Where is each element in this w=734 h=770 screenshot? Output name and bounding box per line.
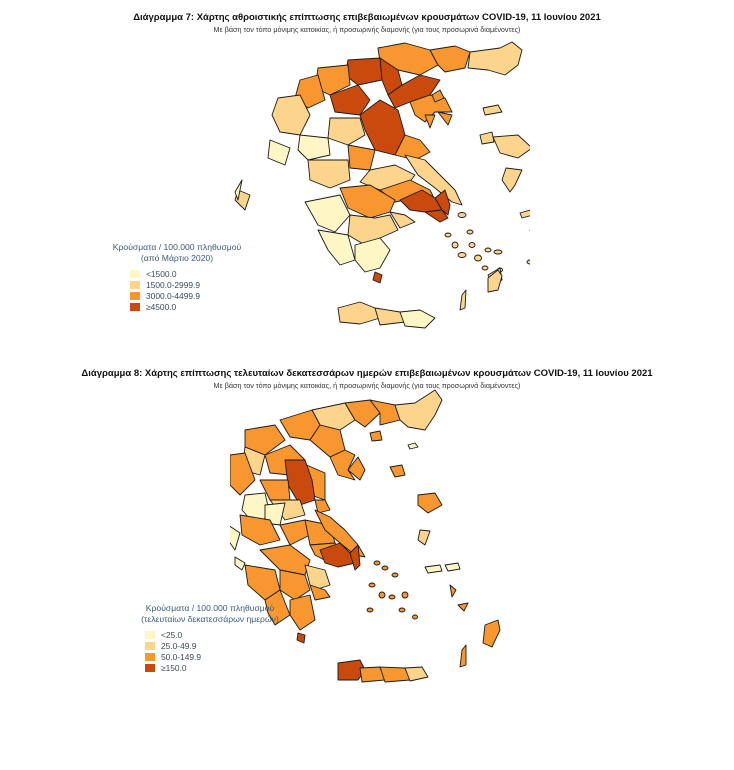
figure-7-title: Διάγραμμα 7: Χάρτης αθροιστικής επίπτωσης επιβεβαιωμένων κρουσμάτων COVID-19, 11 Ιουνίου 2021 bbox=[133, 12, 601, 23]
legend-item bbox=[130, 301, 272, 312]
legend-label: 1500.0-2999.9 bbox=[146, 279, 201, 290]
legend-item bbox=[145, 662, 320, 673]
figure-8-subtitle: Με βάση τον τόπο μόνιμης κατοικίας, ή προσωρινής διαμονής (για τους προσωρινά διαμένοντες) bbox=[213, 381, 521, 390]
legend-label: <25.0 bbox=[161, 629, 183, 640]
legend-subtitle: (από Μάρτιο 2020) bbox=[140, 253, 214, 263]
figure-8-title: Διάγραμμα 8: Χάρτης επίπτωσης τελευταίων δεκατεσσάρων ημερών επιβεβαιωμένων κρουσμάτων COVID-19, 11 Ιουνίου 2021 bbox=[81, 368, 653, 379]
legend-item bbox=[130, 279, 272, 290]
legend-swatch bbox=[130, 270, 140, 278]
legend-swatch bbox=[145, 642, 155, 650]
legend-swatch bbox=[145, 664, 155, 672]
legend-label: ≥4500.0 bbox=[146, 301, 177, 312]
cumulative-incidence-map bbox=[230, 40, 530, 330]
legend-label: 50.0-149.9 bbox=[161, 651, 202, 662]
legend-label: <1500.0 bbox=[146, 268, 177, 279]
legend-title: Κρούσματα / 100.000 πληθυσμού bbox=[112, 242, 242, 252]
legend-item bbox=[130, 268, 272, 279]
legend-title: Κρούσματα / 100.000 πληθυσμού bbox=[145, 603, 275, 613]
figure-7 bbox=[0, 0, 734, 350]
legend-swatch bbox=[130, 292, 140, 300]
legend-subtitle: (τελευταίων δεκατεσσάρων ημερών) bbox=[141, 614, 279, 624]
figure-8 bbox=[0, 360, 734, 720]
legend-item bbox=[130, 290, 272, 301]
legend-swatch bbox=[145, 631, 155, 639]
legend-swatch bbox=[145, 653, 155, 661]
legend-label: 25.0-49.9 bbox=[161, 640, 197, 651]
figure-7-subtitle: Με βάση τον τόπο μόνιμης κατοικίας, ή προσωρινής διαμονής (για τους προσωρινά διαμένοντες) bbox=[213, 25, 521, 34]
legend-item bbox=[145, 651, 320, 662]
legend-swatch bbox=[130, 303, 140, 311]
legend-swatch bbox=[130, 281, 140, 289]
legend-label: ≥150.0 bbox=[161, 662, 187, 673]
figure-7-legend bbox=[82, 242, 272, 312]
figure-8-legend bbox=[100, 603, 320, 673]
legend-item bbox=[145, 629, 320, 640]
legend-label: 3000.0-4499.9 bbox=[146, 290, 201, 301]
legend-item bbox=[145, 640, 320, 651]
